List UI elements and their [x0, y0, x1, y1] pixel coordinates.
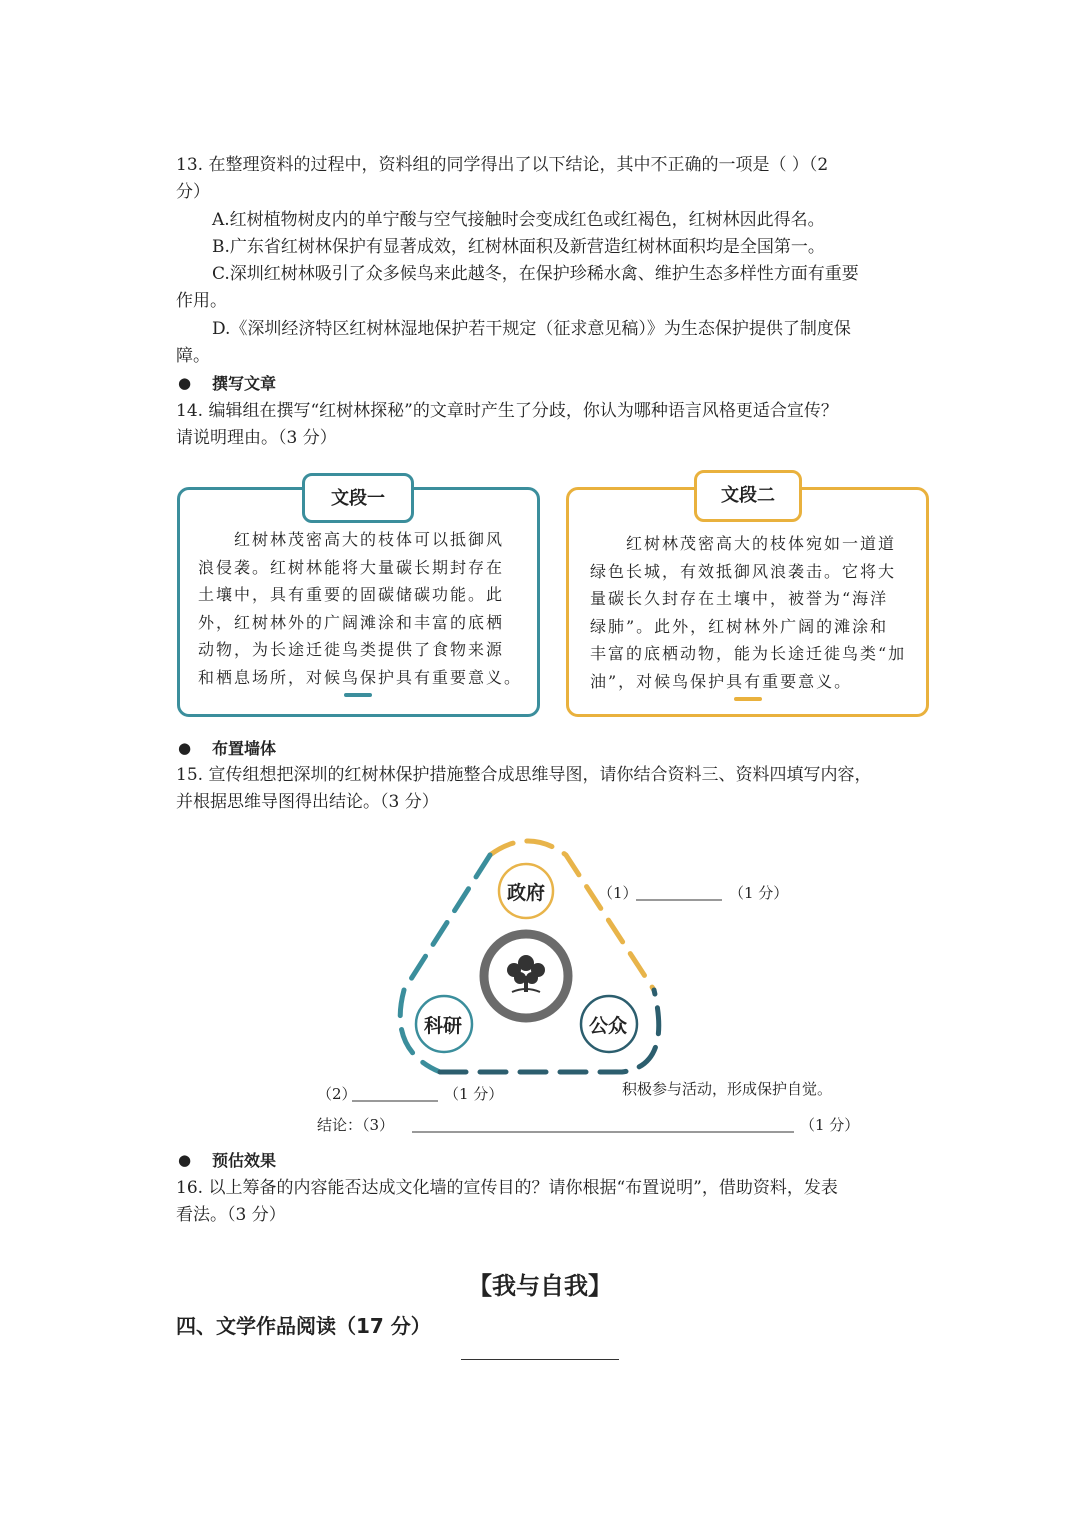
paragraph-one-line: 土壤中，具有重要的固碳储碳功能。此 — [198, 585, 505, 604]
bullet-icon: ● — [178, 374, 192, 392]
section-wall-label: 布置墙体 — [212, 739, 277, 758]
blank-1-points: （1 分） — [729, 884, 789, 902]
q15-stem-line2: 并根据思维导图得出结论。（3 分） — [176, 792, 439, 812]
q13-option-c-line2: 作用。 — [176, 291, 227, 311]
paragraph-two-line: 红树林茂密高大的枝体宛如一道道 — [626, 534, 897, 553]
mindmap-label-research: 科研 — [424, 1015, 463, 1037]
blank-2-number: （2） — [317, 1085, 357, 1103]
paragraph-one-line: 浪侵袭。红树林能将大量碳长期封存在 — [198, 557, 505, 577]
q16-stem-line2: 看法。（3 分） — [176, 1205, 286, 1225]
paragraph-two-line: 量碳长久封存在土壤中，被誉为“海洋 — [590, 589, 889, 608]
q13-stem-line1: 13. 在整理资料的过程中，资料组的同学得出了以下结论，其中不正确的一项是（ ）（2 — [176, 155, 829, 175]
q13-stem-line2: 分） — [176, 182, 210, 202]
bullet-icon: ● — [178, 739, 192, 757]
divider — [461, 1359, 619, 1360]
blank-1-number: （1） — [598, 884, 638, 902]
mindmap-label-government: 政府 — [507, 882, 546, 904]
q13-option-c-line1: C.深圳红树林吸引了众多候鸟来此越冬，在保护珍稀水禽、维护生态多样性方面有重要 — [212, 264, 859, 284]
paragraph-one-line: 动物，为长途迁徙鸟类提供了食物来源 — [198, 640, 505, 659]
blank-2-points: （1 分） — [444, 1085, 504, 1103]
section-heading: 【我与自我】 — [468, 1272, 612, 1300]
section-eval-label: 预估效果 — [212, 1151, 277, 1170]
paragraph-one-line: 和栖息场所，对候鸟保护具有重要意义。 — [198, 667, 523, 687]
section-write-label: 撰写文章 — [212, 374, 277, 393]
paragraph-two-line: 绿肺”。此外，红树林外广阔的滩涂和 — [590, 616, 889, 636]
q14-stem-line2: 请说明理由。（3 分） — [176, 428, 337, 448]
public-note: 积极参与活动，形成保护自觉。 — [622, 1080, 833, 1098]
paragraph-two-line: 油”，对候鸟保护具有重要意义。 — [590, 671, 853, 691]
paragraph-two-line: 绿色长城，有效抵御风浪袭击。它将大 — [590, 561, 897, 581]
q13-option-d-line2: 障。 — [176, 346, 210, 366]
q14-stem-line1: 14. 编辑组在撰写“红树林探秘”的文章时产生了分歧，你认为哪种语言风格更适合宣传？ — [176, 401, 838, 421]
conclusion-label: 结论：（3） — [317, 1116, 395, 1134]
mindmap-label-public: 公众 — [589, 1015, 628, 1037]
paragraph-two-title: 文段二 — [694, 470, 802, 522]
q16-stem-line1: 16. 以上筹备的内容能否达成文化墙的宣传目的？请你根据“布置说明”，借助资料，发表 — [176, 1178, 838, 1198]
paragraph-two-line: 丰富的底栖动物，能为长途迁徙鸟类“加 — [590, 644, 907, 663]
paragraph-one-line: 红树林茂密高大的枝体可以抵御风 — [234, 530, 505, 549]
part-four-title: 四、文学作品阅读（17 分） — [176, 1314, 431, 1338]
q13-option-a: A.红树植物树皮内的单宁酸与空气接触时会变成红色或红褐色，红树林因此得名。 — [212, 210, 825, 230]
q13-option-d-line1: D.《深圳经济特区红树林湿地保护若干规定（征求意见稿）》为生态保护提供了制度保 — [212, 319, 851, 339]
conclusion-points: （1 分） — [800, 1116, 860, 1134]
bullet-icon: ● — [178, 1151, 192, 1169]
paragraph-one-line: 外，红树林外的广阔滩涂和丰富的底栖 — [198, 612, 505, 632]
q13-option-b: B.广东省红树林保护有显著成效，红树林面积及新营造红树林面积均是全国第一。 — [212, 237, 825, 257]
paragraph-one-title: 文段一 — [302, 473, 414, 523]
q15-stem-line1: 15. 宣传组想把深圳的红树林保护措施整合成思维导图，请你结合资料三、资料四填写内容， — [176, 765, 872, 785]
